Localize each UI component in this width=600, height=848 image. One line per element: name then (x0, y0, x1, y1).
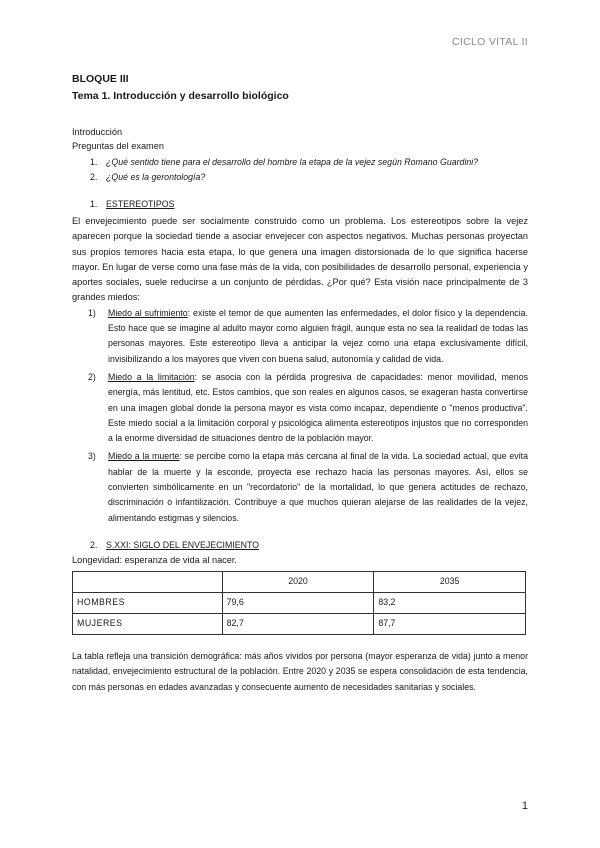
fear-item: 3) Miedo a la muerte: se percibe como la etapa más cercana al final de la vida. La sociedad actual, que evita hablar de la muerte y la esconde, proyecta ese rechazo hacia las personas mayores. Así, ellos se convierten simbólicamente en un "recordatorio" de la mortalidad, lo que genera actitudes de rechazo, discriminación o infantilización. Contribuye a que muchos quieran alejarse de las realidades de la vejez, alimentando estigmas y silencios. (88, 451, 528, 523)
table-commentary: La tabla refleja una transición demográfica: más años vividos por persona (mayor esperanza de vida) junto a menor natalidad, envejecimiento estructural de la población. Entre 2020 y 2035 se espera consolidación de esta tendencia, con más personas en edades avanzadas y consecuente aumento de necesidades sanitarias y sociales. (72, 650, 528, 692)
block-title: BLOQUE III (72, 73, 129, 85)
topic-title: Tema 1. Introducción y desarrollo biológico (72, 90, 289, 102)
table-cell: MUJERES (73, 613, 223, 634)
table-cell: HOMBRES (73, 592, 223, 613)
table-cell: 79,6 (222, 592, 374, 613)
table-header-cell (73, 571, 223, 592)
life-expectancy-table (72, 571, 526, 635)
running-header: CICLO VITAL II (452, 36, 528, 48)
exam-questions-label: Preguntas del examen (72, 141, 164, 151)
table-header-cell: 2020 (222, 571, 374, 592)
exam-question: 2. ¿Qué es la gerontología? (90, 172, 206, 182)
fear-item: 2) Miedo a la limitación: se asocia con la pérdida progresiva de capacidades: menor movilidad, menos energía, más lentitud, etc. Estos cambios, que son reales en algunos casos, se exageran hasta convertirse en una imagen global donde la persona mayor es vista como incapaz, dependiente o "menos productiva". Este miedo social a la limitación corporal y psicológica alimenta estereotipos injustos que no corresponden a la enorme diversidad de situaciones dentro de la población mayor. (88, 371, 528, 444)
table-header-cell: 2035 (374, 571, 526, 592)
fears-list (72, 306, 528, 526)
longevity-subtitle: Longevidad: esperanza de vida al nacer. (72, 554, 237, 565)
exam-question: 1. ¿Qué sentido tiene para el desarrollo del hombre la etapa de la vejez según Romano Guardini? (90, 157, 479, 167)
table-cell: 87,7 (374, 613, 526, 634)
table-cell: 82,7 (222, 613, 374, 634)
table-row (73, 613, 526, 634)
page-content (72, 72, 528, 695)
fear-item: 1) Miedo al sufrimiento: existe el temor de que aumenten las enfermedades, el dolor físico y la dependencia. Esto hace que se imagine al adulto mayor como alguien frágil, aunque esta no sea la realidad de todas las personas mayores. Este estereotipo lleva a anticipar la vejez como una etapa exclusivamente difícil, invisibilizando a los mayores que viven con buena salud, autonomía y calidad de vida. (88, 307, 528, 364)
page-number: 1 (521, 800, 528, 812)
table-row (73, 592, 526, 613)
section-heading-siglo-envejecimiento: 2. S.XXI: SIGLO DEL ENVEJECIMIENTO (90, 539, 260, 550)
exam-questions-list (72, 155, 528, 185)
table-header-row (73, 571, 526, 592)
intro-label: Introducción (72, 127, 123, 137)
section-paragraph: El envejecimiento puede ser socialmente construido como un problema. Los estereotipos sobre la vejez aparecen porque la sociedad tiende a asociar envejecer con aspectos negativos. Muchas personas proyectan sus propios temores hacia esta etapa, lo que genera una imagen distorsionada de lo que significa hacerse mayor. En lugar de verse como una fase más de la vida, con posibilidades de desarrollo personal, experiencia y aportes sociales, suele reducirse a un conjunto de pérdidas. ¿Por qué? Esta visión nace principalmente de 3 grandes miedos: (72, 216, 528, 303)
section-heading-estereotipos: 1. ESTEREOTIPOS (90, 199, 175, 209)
table-cell: 83,2 (374, 592, 526, 613)
